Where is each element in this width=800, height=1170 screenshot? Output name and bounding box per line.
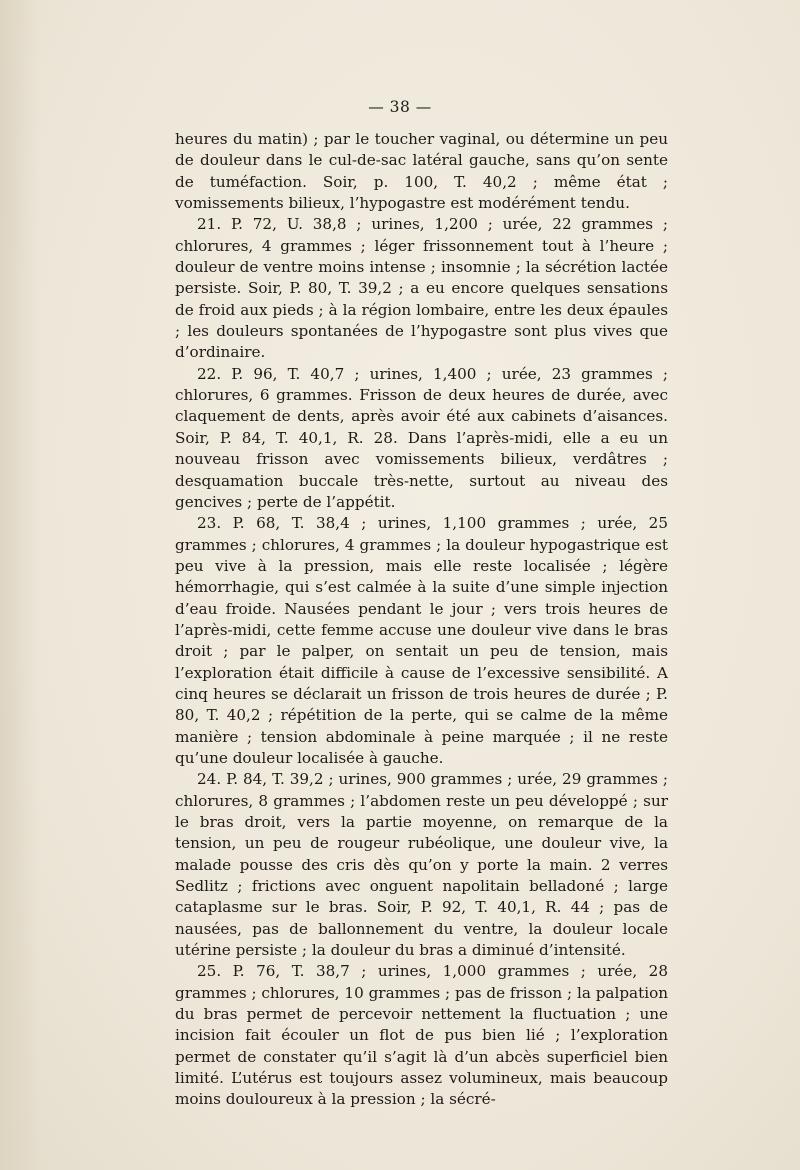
paragraph-day-25: 25. P. 76, T. 38,7 ; urines, 1,000 grammes ; urée, 28 grammes ; chlorures, 10 grammes ; pas de frisson ; la palpation du bras permet de percevoir nettement la fluctuation ; une incision fait écouler un flot de pus bien lié ; l’exploration permet de constater qu’il s’agit là d’un abcès superficiel bien limité. L’utérus est toujours assez volumineux, mais beaucoup moins douloureux à la pression ; la sécré-: [175, 962, 668, 1109]
paragraph-day-21: 21. P. 72, U. 38,8 ; urines, 1,200 ; urée, 22 grammes ; chlorures, 4 grammes ; léger frissonnement tout à l’heure ; douleur de ventre moins intense ; insomnie ; la sécrétion lactée persiste. Soir, P. 80, T. 39,2 ; a eu encore quelques sensations de froid aux pieds ; à la région lombaire, entre les deux épaules ; les douleurs spontanées de l’hypogastre sont plus vives que d’ordinaire.: [175, 215, 668, 362]
page-number: — 38 —: [368, 98, 432, 116]
paragraph-continuation: heures du matin) ; par le toucher vaginal, ou détermine un peu de douleur dans le cul-de-sac latéral gauche, sans qu’on sente de tuméfaction. Soir, p. 100, T. 40,2 ; même état ; vomissements bilieux, l’hypogastre est modérément tendu.: [175, 130, 668, 213]
page-left-shadow: [0, 0, 40, 1170]
paragraph-day-24: 24. P. 84, T. 39,2 ; urines, 900 grammes ; urée, 29 grammes ; chlorures, 8 grammes ; l’abdomen reste un peu développé ; sur le bras droit, vers la partie moyenne, on remarque de la tension, un peu de rougeur rubéolique, une douleur vive, la malade pousse des cris dès qu’on y porte la main. 2 verres Sedlitz ; frictions avec onguent napolitain belladoné ; large cataplasme sur le bras. Soir, P. 92, T. 40,1, R. 44 ; pas de nausées, pas de ballonnement du ventre, la douleur locale utérine persiste ; la douleur du bras a diminué d’intensité.: [175, 770, 668, 960]
paragraph-day-23: 23. P. 68, T. 38,4 ; urines, 1,100 grammes ; urée, 25 grammes ; chlorures, 4 grammes ; la douleur hypogastrique est peu vive à la pression, mais elle reste localisée ; légère hémorrhagie, qui s’est calmée à la suite d’une simple injection d’eau froide. Nausées pendant le jour ; vers trois heures de l’après-midi, cette femme accuse une douleur vive dans le bras droit ; par le palper, on sentait un peu de tension, mais l’exploration était difficile à cause de l’excessive sensibilité. A cinq heures se déclarait un frisson de trois heures de durée ; P. 80, T. 40,2 ; répétition de la perte, qui se calme de la même manière ; tension abdominale à peine marquée ; il ne reste qu’une douleur localisée à gauche.: [175, 514, 668, 767]
body-text: [175, 129, 668, 1111]
paragraph-day-22: 22. P. 96, T. 40,7 ; urines, 1,400 ; urée, 23 grammes ; chlorures, 6 grammes. Frisson de deux heures de durée, avec claquement de dents, après avoir été aux cabinets d’aisances. Soir, P. 84, T. 40,1, R. 28. Dans l’après-midi, elle a eu un nouveau frisson avec vomissements bilieux, verdâtres ; desquamation buccale très-nette, surtout au niveau des gencives ; perte de l’appétit.: [175, 364, 668, 511]
